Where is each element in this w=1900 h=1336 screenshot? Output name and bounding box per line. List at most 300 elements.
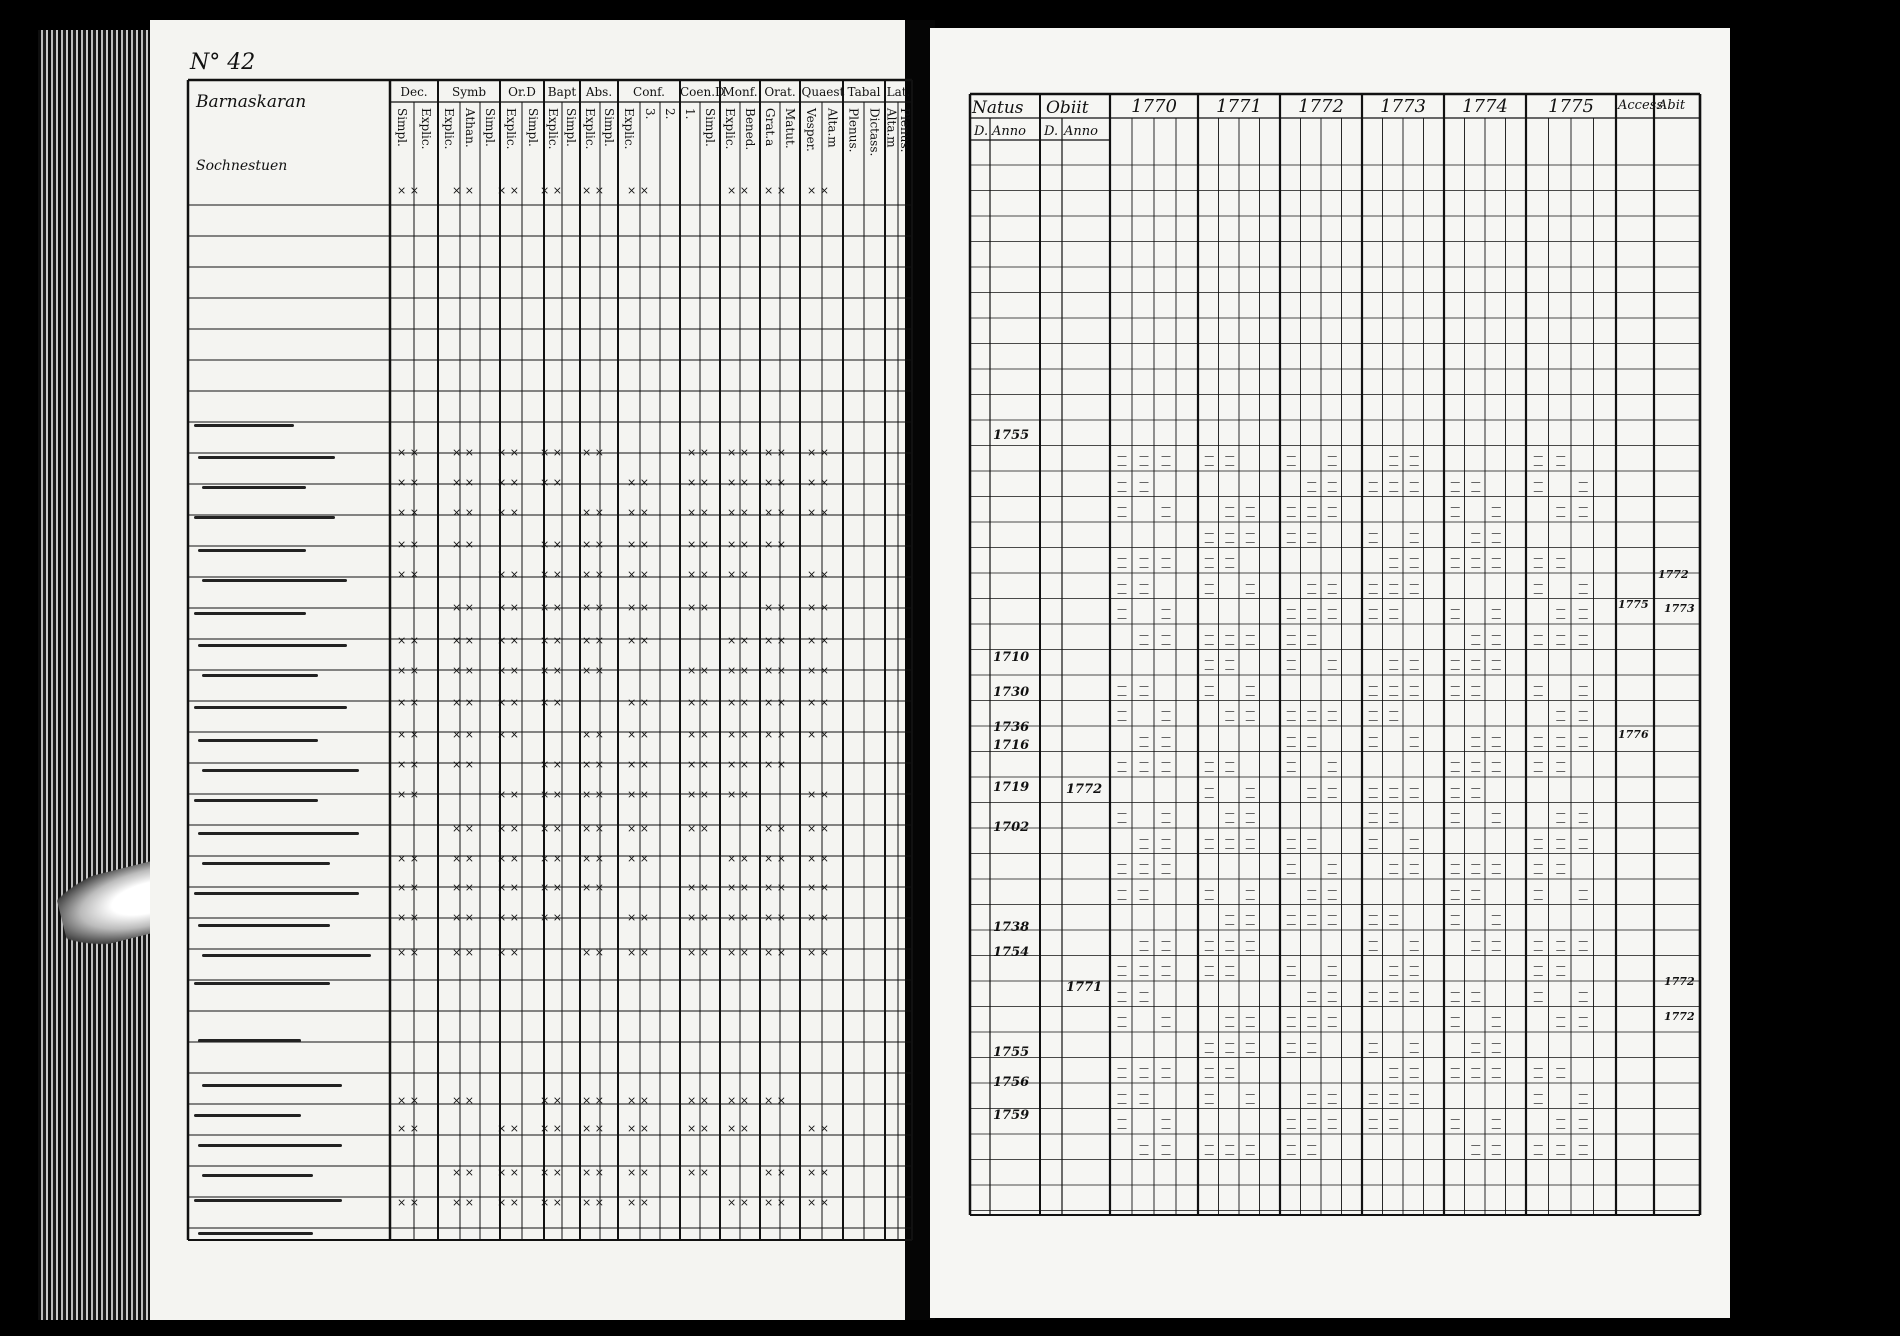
handwritten-name: [202, 954, 371, 957]
tally-mark: × ×: [452, 601, 474, 614]
group-header-1: Symb: [451, 85, 487, 99]
tally-mark: × ×: [764, 446, 786, 459]
tally-mark: × ×: [452, 476, 474, 489]
exam-mark: ― ―: [1117, 1064, 1127, 1083]
tally-mark: × ×: [452, 634, 474, 647]
tally-mark: × ×: [764, 822, 786, 835]
exam-mark: ― ―: [1409, 681, 1419, 701]
tally-mark: × ×: [397, 852, 419, 865]
tally-mark: × ×: [452, 506, 474, 519]
tally-mark: × ×: [627, 601, 649, 614]
handwritten-name: [202, 579, 347, 582]
exam-mark: ― ―: [1368, 732, 1378, 752]
tally-mark: × ×: [540, 881, 562, 894]
tally-mark: × ×: [452, 852, 474, 865]
tally-mark: × ×: [764, 911, 786, 924]
tally-mark: × ×: [687, 446, 709, 459]
exam-mark: ― ―: [1389, 809, 1399, 828]
exam-mark: ― ―: [1204, 758, 1214, 777]
tally-mark: × ×: [627, 822, 649, 835]
exam-mark: ― ―: [1409, 732, 1419, 752]
exam-mark: ― ―: [1204, 1089, 1214, 1109]
tally-mark: × ×: [582, 568, 604, 581]
exam-mark: ― ―: [1450, 860, 1460, 879]
tally-mark: × ×: [807, 728, 829, 741]
tally-mark: × ×: [764, 634, 786, 647]
exam-mark: ― ―: [1556, 962, 1566, 981]
tally-mark: × ×: [807, 664, 829, 677]
exam-mark: ― ―: [1327, 885, 1337, 905]
exam-mark: ― ―: [1139, 860, 1149, 879]
exam-mark: ― ―: [1533, 1064, 1543, 1083]
tally-mark: × ×: [397, 881, 419, 894]
abiit-year: 1773: [1664, 602, 1695, 615]
exam-mark: ― ―: [1161, 1115, 1171, 1134]
group-header-0: Dec.: [400, 85, 428, 99]
tally-mark: × ×: [540, 538, 562, 551]
birth-year: 1730: [993, 685, 1030, 700]
exam-mark: ― ―: [1307, 1089, 1317, 1109]
death-year: 1771: [1066, 980, 1103, 995]
exam-mark: ― ―: [1578, 834, 1588, 854]
tally-mark: × ×: [497, 1166, 519, 1179]
exam-mark: ― ―: [1327, 962, 1337, 981]
exam-mark: ― ―: [1117, 987, 1127, 1007]
exam-mark: ― ―: [1556, 758, 1566, 777]
exam-mark: ― ―: [1245, 1089, 1255, 1109]
obiit-header: Obiit: [1046, 98, 1089, 118]
tally-mark: × ×: [497, 664, 519, 677]
tally-mark: × ×: [807, 184, 829, 197]
exam-mark: ― ―: [1578, 503, 1588, 522]
exam-mark: ― ―: [1533, 579, 1543, 599]
tally-mark: × ×: [397, 506, 419, 519]
exam-mark: ― ―: [1327, 579, 1337, 599]
exam-mark: ― ―: [1450, 605, 1460, 624]
tally-mark: × ×: [397, 664, 419, 677]
tally-mark: × ×: [807, 911, 829, 924]
exam-mark: ― ―: [1389, 860, 1399, 879]
exam-mark: ― ―: [1245, 1140, 1255, 1160]
death-year: 1772: [1066, 782, 1103, 797]
tally-mark: × ×: [540, 1196, 562, 1209]
handwritten-name: [194, 516, 335, 519]
exam-mark: ― ―: [1368, 707, 1378, 726]
handwritten-name: [198, 832, 359, 835]
exam-mark: ― ―: [1409, 987, 1419, 1007]
exam-mark: ― ―: [1139, 681, 1149, 701]
tally-mark: × ×: [807, 852, 829, 865]
tally-mark: × ×: [582, 728, 604, 741]
tally-mark: × ×: [687, 788, 709, 801]
exam-mark: ― ―: [1578, 732, 1588, 752]
exam-mark: ― ―: [1409, 528, 1419, 548]
exam-mark: ― ―: [1450, 681, 1460, 701]
exam-mark: ― ―: [1139, 732, 1149, 752]
exam-mark: ― ―: [1389, 554, 1399, 573]
accessit-year: 1776: [1618, 728, 1649, 741]
exam-mark: ― ―: [1409, 936, 1419, 956]
tally-mark: × ×: [397, 538, 419, 551]
exam-mark: ― ―: [1533, 758, 1543, 777]
tally-mark: × ×: [452, 822, 474, 835]
exam-mark: ― ―: [1286, 707, 1296, 726]
tally-mark: × ×: [540, 1122, 562, 1135]
exam-mark: ― ―: [1117, 452, 1127, 471]
exam-mark: ― ―: [1161, 554, 1171, 573]
exam-mark: ― ―: [1368, 1089, 1378, 1109]
exam-mark: ― ―: [1286, 1013, 1296, 1032]
exam-mark: ― ―: [1389, 707, 1399, 726]
exam-mark: ― ―: [1161, 605, 1171, 624]
exam-mark: ― ―: [1409, 1038, 1419, 1058]
exam-mark: ― ―: [1578, 885, 1588, 905]
exam-mark: ― ―: [1409, 656, 1419, 675]
exam-mark: ― ―: [1556, 809, 1566, 828]
tally-mark: × ×: [397, 568, 419, 581]
exam-mark: ― ―: [1556, 554, 1566, 573]
exam-mark: ― ―: [1491, 630, 1501, 650]
tally-mark: × ×: [582, 1094, 604, 1107]
exam-mark: ― ―: [1471, 477, 1481, 497]
handwritten-name: [198, 739, 318, 742]
exam-mark: ― ―: [1556, 452, 1566, 471]
exam-mark: ― ―: [1556, 1115, 1566, 1134]
exam-mark: ― ―: [1286, 503, 1296, 522]
exam-mark: ― ―: [1533, 885, 1543, 905]
tally-mark: × ×: [582, 788, 604, 801]
tally-mark: × ×: [497, 852, 519, 865]
exam-mark: ― ―: [1327, 605, 1337, 624]
tally-mark: × ×: [687, 1166, 709, 1179]
exam-mark: ― ―: [1471, 1064, 1481, 1083]
exam-mark: ― ―: [1245, 707, 1255, 726]
tally-mark: × ×: [582, 946, 604, 959]
exam-mark: ― ―: [1245, 809, 1255, 828]
exam-mark: ― ―: [1409, 783, 1419, 803]
tally-mark: × ×: [807, 822, 829, 835]
tally-mark: × ×: [497, 696, 519, 709]
exam-mark: ― ―: [1286, 630, 1296, 650]
abiit-year: 1772: [1664, 1010, 1695, 1023]
exam-mark: ― ―: [1327, 477, 1337, 497]
exam-mark: ― ―: [1389, 1115, 1399, 1134]
exam-mark: ― ―: [1117, 860, 1127, 879]
exam-mark: ― ―: [1389, 579, 1399, 599]
tally-mark: × ×: [582, 601, 604, 614]
sub-header-2: Explic.: [442, 108, 456, 150]
exam-mark: ― ―: [1578, 605, 1588, 624]
exam-mark: ― ―: [1307, 834, 1317, 854]
exam-mark: ― ―: [1450, 783, 1460, 803]
exam-mark: ― ―: [1578, 1140, 1588, 1160]
exam-mark: ― ―: [1556, 936, 1566, 956]
tally-mark: × ×: [397, 696, 419, 709]
exam-mark: ― ―: [1578, 987, 1588, 1007]
group-header-5: Conf.: [633, 85, 665, 99]
tally-mark: × ×: [540, 664, 562, 677]
exam-mark: ― ―: [1161, 452, 1171, 471]
group-header-4: Abs.: [585, 85, 613, 99]
birth-year: 1754: [993, 945, 1030, 960]
tally-mark: × ×: [687, 601, 709, 614]
tally-mark: × ×: [497, 911, 519, 924]
tally-mark: × ×: [540, 852, 562, 865]
exam-mark: ― ―: [1117, 477, 1127, 497]
exam-mark: ― ―: [1450, 1064, 1460, 1083]
tally-mark: × ×: [687, 506, 709, 519]
abiit-header: Abit: [1658, 98, 1686, 113]
tally-mark: × ×: [397, 446, 419, 459]
exam-mark: ― ―: [1450, 656, 1460, 675]
group-header-11: Lat.: [886, 85, 911, 99]
exam-mark: ― ―: [1117, 1089, 1127, 1109]
handwritten-name: [202, 862, 330, 865]
tally-mark: × ×: [687, 822, 709, 835]
tally-mark: × ×: [727, 788, 749, 801]
obiit-anno-header: Anno: [1064, 124, 1098, 139]
tally-mark: × ×: [452, 696, 474, 709]
tally-mark: × ×: [497, 1196, 519, 1209]
tally-mark: × ×: [497, 946, 519, 959]
exam-mark: ― ―: [1225, 554, 1235, 573]
tally-mark: × ×: [452, 946, 474, 959]
tally-mark: × ×: [764, 538, 786, 551]
tally-mark: × ×: [687, 476, 709, 489]
sub-header-25: Plenus.: [898, 108, 912, 153]
exam-mark: ― ―: [1327, 987, 1337, 1007]
exam-mark: ― ―: [1225, 656, 1235, 675]
exam-mark: ― ―: [1139, 452, 1149, 471]
exam-mark: ― ―: [1491, 1013, 1501, 1032]
exam-mark: ― ―: [1286, 834, 1296, 854]
tally-mark: × ×: [497, 446, 519, 459]
exam-mark: ― ―: [1286, 1038, 1296, 1058]
exam-mark: ― ―: [1409, 860, 1419, 879]
exam-mark: ― ―: [1307, 630, 1317, 650]
tally-mark: × ×: [807, 1122, 829, 1135]
exam-mark: ― ―: [1556, 1140, 1566, 1160]
tally-mark: × ×: [452, 1166, 474, 1179]
handwritten-name: [198, 644, 347, 647]
accessit-year: 1775: [1618, 598, 1649, 611]
exam-mark: ― ―: [1491, 936, 1501, 956]
exam-mark: ― ―: [1491, 758, 1501, 777]
exam-mark: ― ―: [1204, 452, 1214, 471]
exam-mark: ― ―: [1161, 860, 1171, 879]
exam-mark: ― ―: [1450, 554, 1460, 573]
exam-mark: ― ―: [1578, 1013, 1588, 1032]
exam-mark: ― ―: [1286, 758, 1296, 777]
tally-mark: × ×: [582, 1196, 604, 1209]
sub-header-18: Grat.a: [763, 108, 777, 147]
exam-mark: ― ―: [1533, 554, 1543, 573]
exam-mark: ― ―: [1450, 477, 1460, 497]
exam-mark: ― ―: [1533, 834, 1543, 854]
exam-mark: ― ―: [1139, 1064, 1149, 1083]
exam-mark: ― ―: [1161, 707, 1171, 726]
handwritten-name: [194, 982, 330, 985]
exam-mark: ― ―: [1368, 605, 1378, 624]
tally-mark: × ×: [397, 1122, 419, 1135]
exam-mark: ― ―: [1578, 477, 1588, 497]
tally-mark: × ×: [397, 476, 419, 489]
tally-mark: × ×: [807, 1196, 829, 1209]
birth-year: 1716: [993, 738, 1030, 753]
exam-mark: ― ―: [1307, 911, 1317, 930]
tally-mark: × ×: [540, 822, 562, 835]
exam-mark: ― ―: [1368, 1115, 1378, 1134]
exam-mark: ― ―: [1368, 911, 1378, 930]
sub-header-13: 2.: [663, 108, 677, 120]
exam-mark: ― ―: [1471, 732, 1481, 752]
exam-mark: ― ―: [1533, 1140, 1543, 1160]
sub-header-22: Plenus.: [846, 108, 861, 153]
exam-mark: ― ―: [1368, 681, 1378, 701]
exam-mark: ― ―: [1450, 809, 1460, 828]
exam-mark: ― ―: [1556, 732, 1566, 752]
tally-mark: × ×: [627, 788, 649, 801]
tally-mark: × ×: [397, 1094, 419, 1107]
tally-mark: × ×: [452, 184, 474, 197]
tally-mark: × ×: [540, 696, 562, 709]
exam-mark: ― ―: [1139, 936, 1149, 956]
handwritten-name: [198, 456, 335, 459]
tally-mark: × ×: [727, 946, 749, 959]
exam-mark: ― ―: [1533, 452, 1543, 471]
exam-mark: ― ―: [1245, 1013, 1255, 1032]
exam-mark: ― ―: [1245, 528, 1255, 548]
sub-header-8: Simpl.: [564, 108, 578, 147]
group-header-3: Bapt: [547, 85, 577, 99]
exam-mark: ― ―: [1471, 758, 1481, 777]
exam-mark: ― ―: [1245, 885, 1255, 905]
abiit-year: 1772: [1664, 975, 1695, 988]
tally-mark: × ×: [452, 881, 474, 894]
exam-mark: ― ―: [1491, 1115, 1501, 1134]
exam-mark: ― ―: [1139, 1089, 1149, 1109]
tally-mark: × ×: [727, 1196, 749, 1209]
exam-mark: ― ―: [1389, 962, 1399, 981]
sub-header-14: 1.: [683, 108, 697, 120]
exam-mark: ― ―: [1307, 987, 1317, 1007]
exam-mark: ― ―: [1139, 554, 1149, 573]
exam-mark: ― ―: [1327, 503, 1337, 522]
tally-mark: × ×: [807, 446, 829, 459]
tally-mark: × ×: [582, 538, 604, 551]
exam-mark: ― ―: [1578, 707, 1588, 726]
tally-mark: × ×: [627, 696, 649, 709]
tally-mark: × ×: [540, 758, 562, 771]
names-header-line1: Barnaskaran: [196, 92, 307, 112]
tally-mark: × ×: [452, 446, 474, 459]
exam-mark: ― ―: [1117, 579, 1127, 599]
sub-header-9: Explic.: [583, 108, 597, 150]
tally-mark: × ×: [582, 852, 604, 865]
exam-mark: ― ―: [1307, 732, 1317, 752]
exam-mark: ― ―: [1225, 834, 1235, 854]
exam-mark: ― ―: [1307, 1140, 1317, 1160]
exam-mark: ― ―: [1471, 528, 1481, 548]
natus-header: Natus: [972, 98, 1024, 118]
exam-mark: ― ―: [1491, 503, 1501, 522]
exam-mark: ― ―: [1409, 1064, 1419, 1083]
tally-mark: × ×: [807, 601, 829, 614]
sub-header-20: Vesper.: [804, 108, 818, 152]
tally-mark: × ×: [540, 568, 562, 581]
exam-mark: ― ―: [1491, 554, 1501, 573]
exam-mark: ― ―: [1204, 885, 1214, 905]
exam-mark: ― ―: [1161, 503, 1171, 522]
exam-mark: ― ―: [1307, 503, 1317, 522]
sub-header-23: Dictass.: [867, 108, 882, 157]
exam-mark: ― ―: [1578, 681, 1588, 701]
exam-mark: ― ―: [1327, 707, 1337, 726]
exam-mark: ― ―: [1389, 783, 1399, 803]
exam-mark: ― ―: [1225, 936, 1235, 956]
exam-mark: ― ―: [1161, 732, 1171, 752]
group-header-9: Quaest: [801, 85, 845, 99]
tally-mark: × ×: [687, 1094, 709, 1107]
exam-mark: ― ―: [1161, 962, 1171, 981]
tally-mark: × ×: [397, 788, 419, 801]
exam-mark: ― ―: [1286, 732, 1296, 752]
exam-mark: ― ―: [1225, 1038, 1235, 1058]
exam-mark: ― ―: [1139, 1140, 1149, 1160]
exam-mark: ― ―: [1117, 962, 1127, 981]
accessit-header: Access: [1618, 98, 1663, 113]
exam-mark: ― ―: [1204, 936, 1214, 956]
exam-mark: ― ―: [1225, 809, 1235, 828]
handwritten-name: [198, 1232, 313, 1235]
tally-mark: × ×: [582, 664, 604, 677]
obiit-day-header: D.: [1044, 124, 1059, 139]
exam-mark: ― ―: [1286, 656, 1296, 675]
tally-mark: × ×: [540, 1094, 562, 1107]
birth-year: 1755: [993, 428, 1030, 443]
exam-mark: ― ―: [1471, 656, 1481, 675]
tally-mark: × ×: [582, 446, 604, 459]
year-header-1772: 1772: [1298, 96, 1344, 117]
tally-mark: × ×: [807, 946, 829, 959]
exam-mark: ― ―: [1307, 579, 1317, 599]
tally-mark: × ×: [497, 881, 519, 894]
exam-mark: ― ―: [1491, 732, 1501, 752]
exam-mark: ― ―: [1389, 681, 1399, 701]
page-number: N° 42: [190, 50, 256, 75]
exam-mark: ― ―: [1161, 1140, 1171, 1160]
exam-mark: ― ―: [1491, 605, 1501, 624]
exam-mark: ― ―: [1225, 1140, 1235, 1160]
exam-mark: ― ―: [1117, 707, 1127, 726]
exam-mark: ― ―: [1225, 911, 1235, 930]
sub-header-19: Matut.: [783, 108, 797, 149]
exam-mark: ― ―: [1286, 962, 1296, 981]
tally-mark: × ×: [540, 476, 562, 489]
tally-mark: × ×: [582, 822, 604, 835]
exam-mark: ― ―: [1389, 1089, 1399, 1109]
tally-mark: × ×: [687, 538, 709, 551]
tally-mark: × ×: [727, 758, 749, 771]
tally-mark: × ×: [627, 1166, 649, 1179]
tally-mark: × ×: [727, 476, 749, 489]
exam-mark: ― ―: [1368, 579, 1378, 599]
exam-mark: ― ―: [1471, 630, 1481, 650]
exam-mark: ― ―: [1389, 656, 1399, 675]
birth-year: 1702: [993, 820, 1030, 835]
exam-mark: ― ―: [1204, 1140, 1214, 1160]
natus-day-header: D.: [974, 124, 989, 139]
